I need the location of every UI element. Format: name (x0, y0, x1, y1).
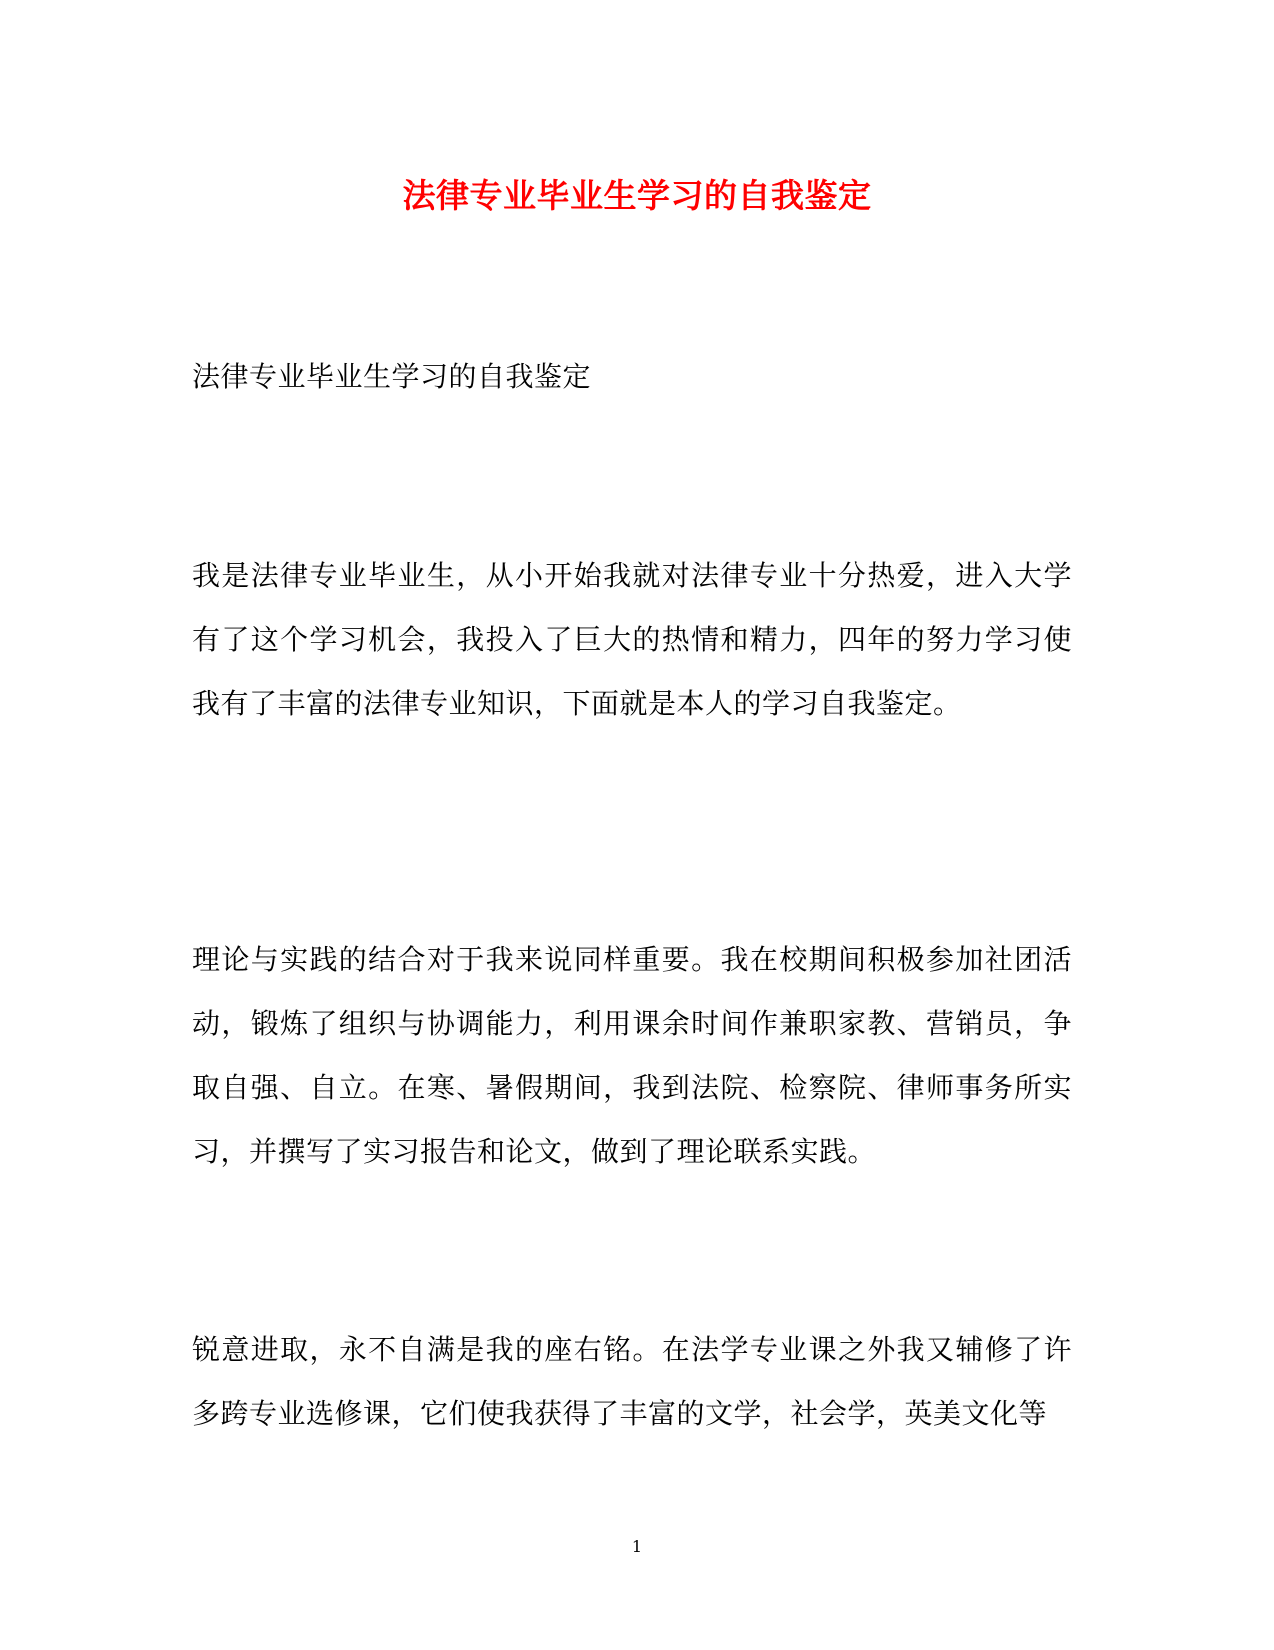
paragraph-1: 我是法律专业毕业生，从小开始我就对法律专业十分热爱，进入大学有了这个学习机会，我投入了巨大的热情和精力，四年的努力学习使我有了丰富的法律专业知识，下面就是本人的学习自我鉴定。 (192, 559, 1072, 720)
paragraph-3: 锐意进取，永不自满是我的座右铭。在法学专业课之外我又辅修了许多跨专业选修课，它们使我获得了丰富的文学，社会学，英美文化等 (192, 1333, 1072, 1430)
paragraph-2: 理论与实践的结合对于我来说同样重要。我在校期间积极参加社团活动，锻炼了组织与协调能力，利用课余时间作兼职家教、营销员，争取自强、自立。在寒、暑假期间，我到法院、检察院、律师事务所实习，并撰写了实习报告和论文，做到了理论联系实践。 (192, 943, 1072, 1168)
document-title: 法律专业毕业生学习的自我鉴定 (402, 176, 872, 215)
page-number: 1 (631, 1537, 643, 1556)
document-subtitle: 法律专业毕业生学习的自我鉴定 (192, 360, 592, 393)
